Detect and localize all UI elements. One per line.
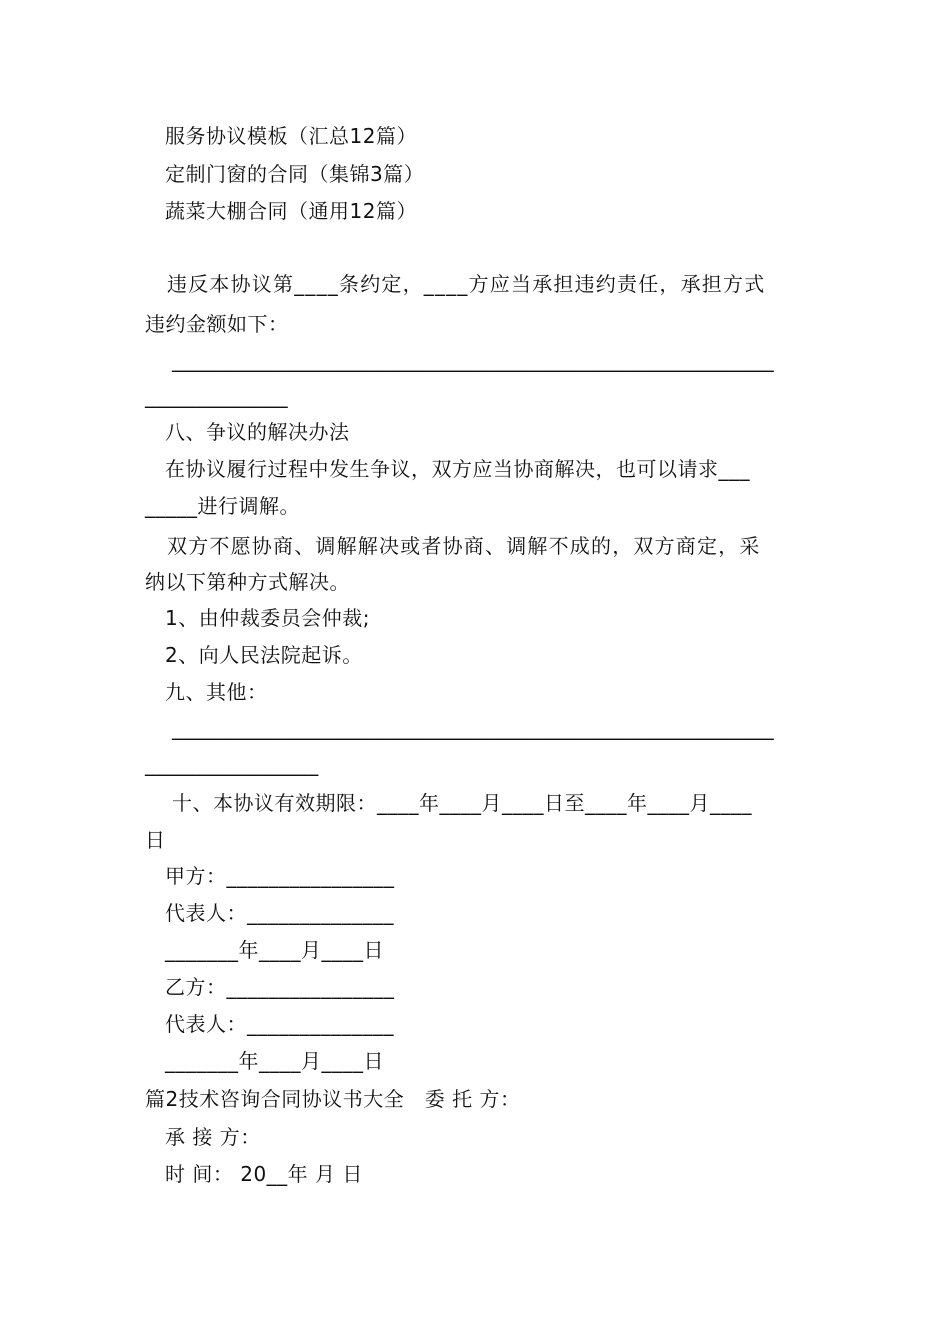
- related-link-greenhouse-contract[interactable]: 蔬菜大棚合同（通用12篇）: [165, 199, 417, 223]
- party-b-representative: 代表人：______________: [165, 1012, 394, 1036]
- related-link-custom-windows-contract[interactable]: 定制门窗的合同（集锦3篇）: [165, 162, 425, 186]
- validity-line1: 十、本协议有效期限：____年____月____日至____年____月____: [172, 791, 752, 815]
- breach-clause-line1: 违反本协议第____条约定，____方应当承担违约责任，承担方式: [167, 272, 766, 296]
- dispute-paragraph2-line2: 纳以下第种方式解决。: [145, 570, 350, 594]
- party-b-signature: 乙方：________________: [165, 975, 395, 999]
- related-link-service-agreement[interactable]: 服务协议模板（汇总12篇）: [165, 124, 417, 148]
- other-blank-line1: ___________________________________________________________: [172, 716, 774, 740]
- dispute-heading: 八、争议的解决办法: [165, 420, 350, 444]
- dispute-option-court: 2、向人民法院起诉。: [165, 643, 363, 667]
- other-blank-line2: _________________: [145, 752, 319, 776]
- dispute-paragraph1-line1: 在协议履行过程中发生争议，双方应当协商解决，也可以请求___: [165, 457, 750, 481]
- dispute-paragraph2-line1: 双方不愿协商、调解解决或者协商、调解不成的，双方商定，采: [167, 534, 761, 558]
- breach-blank-line2: ______________: [145, 384, 288, 408]
- validity-line2: 日: [145, 828, 166, 852]
- dispute-option-arbitration: 1、由仲裁委员会仲裁;: [165, 606, 370, 630]
- other-heading: 九、其他：: [165, 680, 268, 704]
- party-b-date: _______年____月____日: [165, 1049, 384, 1073]
- breach-blank-line1: ___________________________________________________________: [172, 348, 774, 372]
- party-a-date: _______年____月____日: [165, 938, 384, 962]
- next-section-title: 篇2技术咨询合同协议书大全 委 托 方：: [145, 1087, 521, 1111]
- party-a-signature: 甲方：________________: [165, 864, 395, 888]
- dispute-paragraph1-line2: _____进行调解。: [145, 494, 300, 518]
- breach-clause-line2: 违约金额如下：: [145, 312, 289, 336]
- party-a-representative: 代表人：______________: [165, 901, 394, 925]
- next-section-time: 时 间： 20__年 月 日: [165, 1162, 363, 1186]
- next-section-contractor: 承 接 方：: [165, 1125, 261, 1149]
